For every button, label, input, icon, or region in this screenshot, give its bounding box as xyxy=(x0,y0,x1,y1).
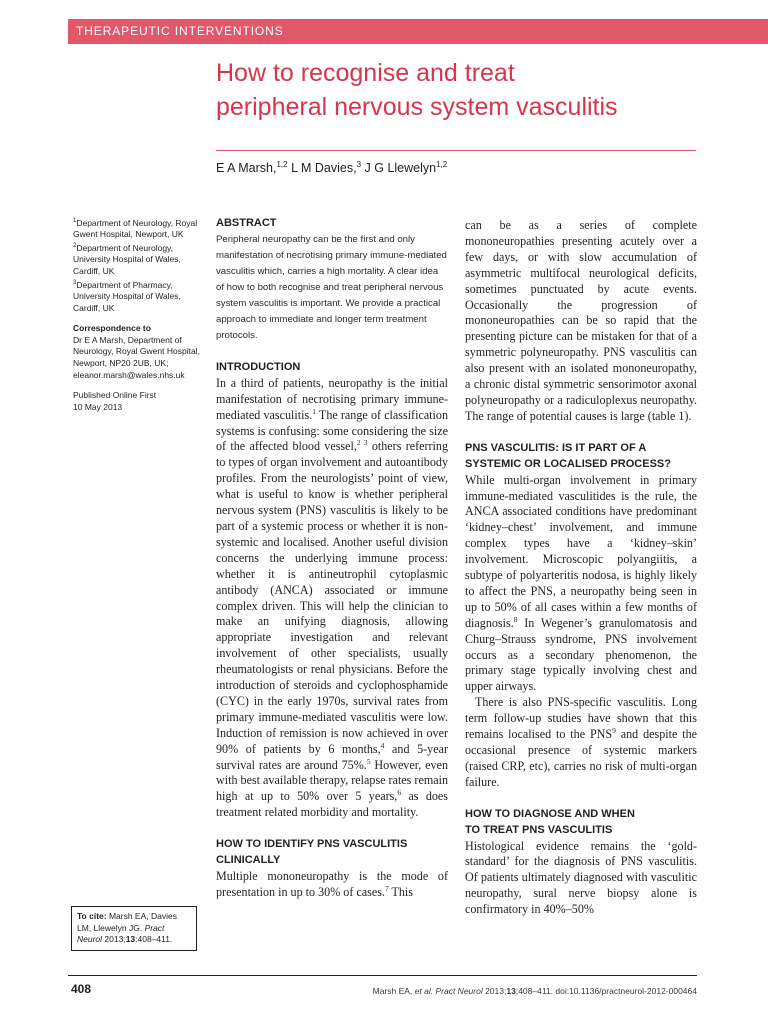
affiliation-mark: 2 xyxy=(73,243,77,250)
author-name: E A Marsh, xyxy=(216,161,277,176)
text-run: There is also PNS-specific vasculitis. Long term follow-up studies have shown that this remains localised to the PNS xyxy=(465,695,697,742)
reference-mark: 1 xyxy=(312,406,316,416)
affiliation-mark: 3 xyxy=(73,279,77,286)
author-affiliation-mark: 1,2 xyxy=(276,160,288,169)
diagnose-heading xyxy=(465,807,697,839)
affiliation xyxy=(73,241,205,278)
reference-mark: 9 xyxy=(612,726,616,736)
citation-box xyxy=(71,906,197,951)
identify-paragraph xyxy=(216,869,448,901)
text-run: others referring to types of organ involvement and autoantibody profiles. From the neurologists’ point of view, what is useful to know is whether peripheral nervous system (PNS) vasculitis is likely to be part of a systemic process or whether it is non-systemic and localised. Another useful division concerns the underlying immune process: whether it is antineutrophil cytoplasmic antibody (ANCA) associated or immune complex driven. This will help the clinician to make an unifying diagnosis, allowing appropriate investigation and relevant involvement of other specialists, usually rheumatologists or renal physicians. Before the introduction of steroids and cyclophosphamide (CYC) in the early 1970s, survival rates from primary immune-mediated vasculitis were low. Induction of remission is now achieved in over 90% of patients by 6 months, xyxy=(216,439,448,756)
affiliation-sidebar xyxy=(73,216,205,413)
heading-line: CLINICALLY xyxy=(216,854,281,867)
citation-label: To cite: xyxy=(77,911,107,921)
text-run: and 5-year survival rates are around 75%. xyxy=(216,741,448,772)
correspondence-email[interactable]: eleanor.marsh@wales.nhs.uk xyxy=(73,369,185,380)
title-divider xyxy=(216,150,696,151)
body-column-middle xyxy=(216,216,448,901)
section-label: THERAPEUTIC INTERVENTIONS xyxy=(76,24,284,38)
citation-volume: 13 xyxy=(125,934,136,945)
heading-line: HOW TO DIAGNOSE AND WHEN xyxy=(465,807,635,820)
affiliation-mark: 1 xyxy=(73,218,77,224)
footer-citation xyxy=(373,986,697,996)
text-run: and despite the occasional presence of systemic markers (raised CRP, etc), carries no risk of multi-organ failure. xyxy=(465,727,698,789)
text-run: In Wegener’s granulomatosis and Churg–Strauss syndrome, PNS involvement occurs as a secondary phenomenon, the primary stage typically involving chest and upper airways. xyxy=(465,615,697,694)
identify-heading xyxy=(216,837,448,869)
reference-mark: 2 3 xyxy=(356,438,368,448)
introduction-heading: INTRODUCTION xyxy=(216,360,301,373)
heading-line: SYSTEMIC OR LOCALISED PROCESS? xyxy=(465,457,671,470)
reference-mark: 6 xyxy=(397,788,402,798)
citation-year: 2013; xyxy=(102,934,126,945)
systemic-paragraph xyxy=(465,695,697,790)
correspondence-address: Dr E A Marsh, Department of Neurology, Royal Gwent Hospital, Newport, NP20 2UB, UK; xyxy=(73,334,200,369)
title-line-2: peripheral nervous system vasculitis xyxy=(216,93,618,121)
text-run: However, even with best available therapy, relapse rates remain high at up to 50% over 5 years, xyxy=(216,757,448,804)
page-number: 408 xyxy=(71,982,92,996)
text-run: 13 xyxy=(506,986,516,996)
affiliation xyxy=(73,278,205,315)
affiliation-text: Department of Pharmacy, University Hospital of Wales, Cardiff, UK xyxy=(73,279,181,313)
text-run: et al. Pract Neurol xyxy=(414,986,483,996)
text-run: In a third of patients, neuropathy is the initial manifestation of necrotising primary immune-mediated vasculitis. xyxy=(216,375,448,422)
reference-mark: 8 xyxy=(513,614,518,624)
text-run: :408–411. doi:10.1136/practneurol-2012-000464 xyxy=(515,986,697,996)
systemic-paragraph xyxy=(465,473,697,696)
affiliation xyxy=(73,216,205,241)
author-list xyxy=(216,156,696,177)
text-run: Multiple mononeuropathy is the mode of presentation in up to 30% of cases. xyxy=(216,869,448,899)
text-run: as does treatment related morbidity and mortality. xyxy=(216,789,448,820)
heading-line: TO TREAT PNS VASCULITIS xyxy=(465,823,613,836)
text-run: 2013; xyxy=(482,986,507,996)
text-run: Marsh EA, xyxy=(372,986,415,996)
author-affiliation-mark: 1,2 xyxy=(436,160,448,169)
reference-mark: 4 xyxy=(380,740,385,750)
author-name: L M Davies, xyxy=(291,161,357,176)
text-run: This xyxy=(388,884,413,899)
reference-mark: 7 xyxy=(384,883,389,893)
article-title xyxy=(216,56,756,124)
reference-mark: 5 xyxy=(366,756,371,766)
section-banner xyxy=(68,19,768,44)
text-run: The range of classification systems is confusing: some considering the size of the affected blood vessel, xyxy=(216,407,448,454)
heading-line: PNS VASCULITIS: IS IT PART OF A xyxy=(465,441,647,454)
abstract-text: Peripheral neuropathy can be the first and only manifestation of necrotising primary immune-mediated vasculitis which, carries a high mortality. A clear idea of how to both recognise and treat peripheral nervous system vasculitis is important. We provide a practical approach to immediate and longer term treatment protocols. xyxy=(216,233,447,341)
affiliation-text: Department of Neurology, University Hospital of Wales, Cardiff, UK xyxy=(73,242,181,277)
systemic-heading xyxy=(465,441,697,473)
author-name: J G Llewelyn xyxy=(364,161,437,176)
footer-divider xyxy=(68,975,697,976)
correspondence-heading: Correspondence to xyxy=(73,323,151,334)
published-date: 10 May 2013 xyxy=(73,401,123,412)
title-line-1: How to recognise and treat xyxy=(216,59,515,87)
abstract-heading: ABSTRACT xyxy=(216,217,277,229)
body-column-right xyxy=(465,218,697,918)
author-affiliation-mark: 3 xyxy=(356,160,362,169)
affiliation-text: Department of Neurology, Royal Gwent Hospital, Newport, UK xyxy=(73,217,198,240)
introduction-paragraph xyxy=(216,376,448,821)
published-label: Published Online First xyxy=(73,390,157,401)
citation-authors: Marsh EA, Davies LM, Llewelyn JG. xyxy=(77,911,177,933)
citation-journal: Pract Neurol xyxy=(77,922,165,945)
text-run: While multi-organ involvement in primary immune-mediated vasculitides is the rule, the ANCA associated conditions have predominant ‘kidney–chest’ involvement, and immune complex types have a ‘kidney–skin’ involvement. Microscopic polyangiitis, a subtype of polyarteritis nodosa, is highly likely to affect the PNS, a neuropathy being seen in up to 50% of all cases within a few months of diagnosis. xyxy=(465,472,697,630)
heading-line: HOW TO IDENTIFY PNS VASCULITIS xyxy=(216,838,408,851)
diagnose-paragraph: Histological evidence remains the ‘gold-standard’ for the diagnosis of PNS vasculitis. Of patients ultimately diagnosed with vasculitic neuropathy, sural nerve biopsy alone is confirmatory in 40%–50% xyxy=(465,838,697,917)
citation-pages: :408–411. xyxy=(135,934,173,945)
identify-continued-paragraph: can be as a series of complete mononeuropathies presenting acutely over a few days, or with slow accumulation of asymmetric multifocal neurological deficits, sometimes punctuated by acute events. Occasionally the progression of mononeuropathies can be so rapid that the presenting picture can be mistaken for that of a symmetric polyneuropathy. PNS vasculitis can also present with an isolated mononeuropathy, a chronic distal symmetric sensorimotor axonal polyneuropathy or a radiculoplexus neuropathy. The range of potential causes is large (table 1). xyxy=(465,218,697,423)
